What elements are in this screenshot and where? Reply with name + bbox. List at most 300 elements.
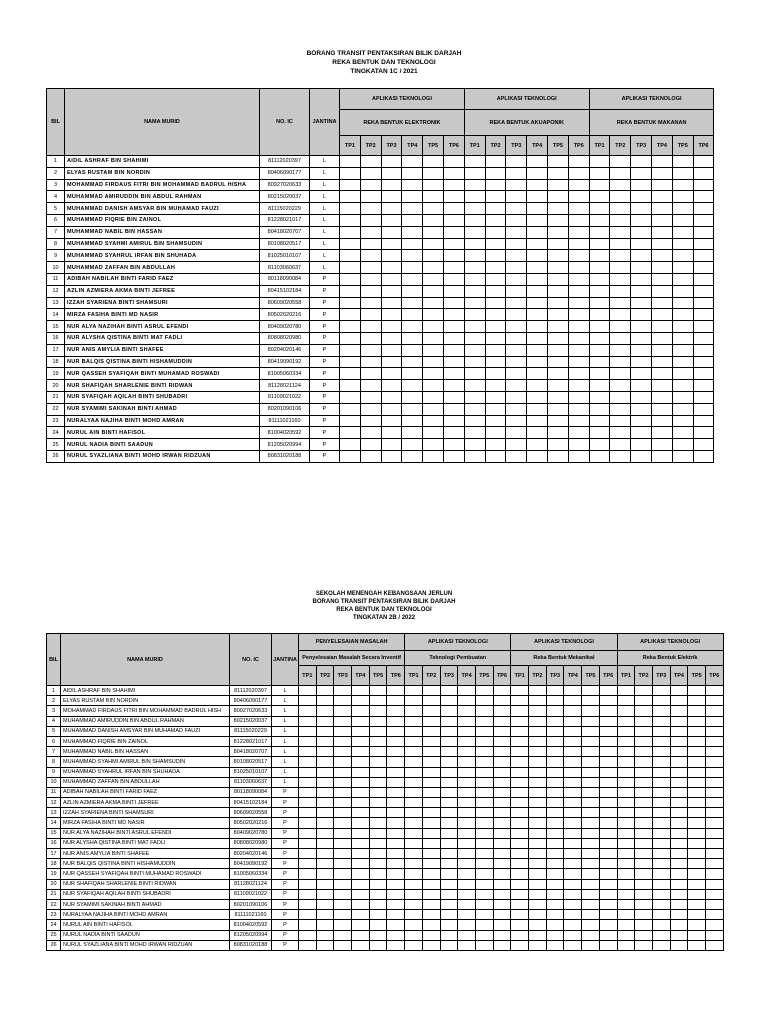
tp-input-cell[interactable] (672, 203, 693, 215)
tp-input-cell[interactable] (360, 203, 381, 215)
tp-input-cell[interactable] (464, 415, 485, 427)
tp-input-cell[interactable] (529, 777, 547, 787)
tp-input-cell[interactable] (402, 262, 423, 274)
tp-input-cell[interactable] (693, 214, 714, 226)
tp-input-cell[interactable] (688, 838, 706, 848)
tp-input-cell[interactable] (458, 767, 476, 777)
tp-input-cell[interactable] (352, 716, 370, 726)
tp-input-cell[interactable] (582, 899, 600, 909)
tp-input-cell[interactable] (458, 838, 476, 848)
tp-input-cell[interactable] (440, 798, 458, 808)
tp-input-cell[interactable] (440, 787, 458, 797)
tp-input-cell[interactable] (693, 238, 714, 250)
tp-input-cell[interactable] (652, 787, 670, 797)
tp-input-cell[interactable] (299, 798, 317, 808)
tp-input-cell[interactable] (316, 940, 334, 950)
tp-input-cell[interactable] (475, 706, 493, 716)
tp-input-cell[interactable] (440, 706, 458, 716)
tp-input-cell[interactable] (458, 747, 476, 757)
tp-input-cell[interactable] (423, 167, 444, 179)
tp-input-cell[interactable] (381, 156, 402, 168)
tp-input-cell[interactable] (423, 403, 444, 415)
tp-input-cell[interactable] (546, 747, 564, 757)
tp-input-cell[interactable] (440, 716, 458, 726)
tp-input-cell[interactable] (369, 736, 387, 746)
tp-input-cell[interactable] (369, 808, 387, 818)
tp-input-cell[interactable] (440, 940, 458, 950)
tp-input-cell[interactable] (548, 439, 569, 451)
tp-input-cell[interactable] (589, 439, 610, 451)
tp-input-cell[interactable] (688, 757, 706, 767)
tp-input-cell[interactable] (635, 879, 653, 889)
tp-input-cell[interactable] (652, 238, 673, 250)
tp-input-cell[interactable] (511, 777, 529, 787)
tp-input-cell[interactable] (652, 798, 670, 808)
tp-input-cell[interactable] (443, 450, 464, 462)
tp-input-cell[interactable] (599, 736, 617, 746)
tp-input-cell[interactable] (568, 439, 589, 451)
tp-input-cell[interactable] (670, 889, 688, 899)
tp-input-cell[interactable] (506, 262, 527, 274)
tp-input-cell[interactable] (316, 686, 334, 696)
tp-input-cell[interactable] (693, 450, 714, 462)
tp-input-cell[interactable] (369, 910, 387, 920)
tp-input-cell[interactable] (672, 297, 693, 309)
tp-input-cell[interactable] (299, 767, 317, 777)
tp-input-cell[interactable] (381, 309, 402, 321)
tp-input-cell[interactable] (670, 910, 688, 920)
tp-input-cell[interactable] (548, 391, 569, 403)
tp-input-cell[interactable] (617, 736, 635, 746)
tp-input-cell[interactable] (485, 439, 506, 451)
tp-input-cell[interactable] (506, 285, 527, 297)
tp-input-cell[interactable] (511, 838, 529, 848)
tp-input-cell[interactable] (405, 828, 423, 838)
tp-input-cell[interactable] (670, 859, 688, 869)
tp-input-cell[interactable] (705, 940, 723, 950)
tp-input-cell[interactable] (387, 757, 405, 767)
tp-input-cell[interactable] (475, 736, 493, 746)
tp-input-cell[interactable] (506, 226, 527, 238)
tp-input-cell[interactable] (402, 156, 423, 168)
tp-input-cell[interactable] (464, 285, 485, 297)
tp-input-cell[interactable] (422, 798, 440, 808)
tp-input-cell[interactable] (493, 910, 511, 920)
tp-input-cell[interactable] (635, 726, 653, 736)
tp-input-cell[interactable] (402, 297, 423, 309)
tp-input-cell[interactable] (511, 910, 529, 920)
tp-input-cell[interactable] (548, 380, 569, 392)
tp-input-cell[interactable] (688, 747, 706, 757)
tp-input-cell[interactable] (506, 439, 527, 451)
tp-input-cell[interactable] (610, 203, 631, 215)
tp-input-cell[interactable] (464, 214, 485, 226)
tp-input-cell[interactable] (405, 930, 423, 940)
tp-input-cell[interactable] (440, 920, 458, 930)
tp-input-cell[interactable] (688, 696, 706, 706)
tp-input-cell[interactable] (340, 427, 361, 439)
tp-input-cell[interactable] (546, 706, 564, 716)
tp-input-cell[interactable] (527, 214, 548, 226)
tp-input-cell[interactable] (527, 156, 548, 168)
tp-input-cell[interactable] (564, 889, 582, 899)
tp-input-cell[interactable] (506, 403, 527, 415)
tp-input-cell[interactable] (352, 920, 370, 930)
tp-input-cell[interactable] (299, 726, 317, 736)
tp-input-cell[interactable] (299, 940, 317, 950)
tp-input-cell[interactable] (458, 869, 476, 879)
tp-input-cell[interactable] (458, 920, 476, 930)
tp-input-cell[interactable] (635, 920, 653, 930)
tp-input-cell[interactable] (693, 179, 714, 191)
tp-input-cell[interactable] (631, 439, 652, 451)
tp-input-cell[interactable] (599, 940, 617, 950)
tp-input-cell[interactable] (631, 427, 652, 439)
tp-input-cell[interactable] (458, 696, 476, 706)
tp-input-cell[interactable] (443, 179, 464, 191)
tp-input-cell[interactable] (568, 380, 589, 392)
tp-input-cell[interactable] (670, 787, 688, 797)
tp-input-cell[interactable] (529, 808, 547, 818)
tp-input-cell[interactable] (458, 787, 476, 797)
tp-input-cell[interactable] (299, 706, 317, 716)
tp-input-cell[interactable] (652, 726, 670, 736)
tp-input-cell[interactable] (493, 818, 511, 828)
tp-input-cell[interactable] (635, 849, 653, 859)
tp-input-cell[interactable] (506, 309, 527, 321)
tp-input-cell[interactable] (506, 156, 527, 168)
tp-input-cell[interactable] (635, 767, 653, 777)
tp-input-cell[interactable] (423, 415, 444, 427)
tp-input-cell[interactable] (316, 818, 334, 828)
tp-input-cell[interactable] (582, 716, 600, 726)
tp-input-cell[interactable] (387, 849, 405, 859)
tp-input-cell[interactable] (475, 716, 493, 726)
tp-input-cell[interactable] (599, 726, 617, 736)
tp-input-cell[interactable] (589, 238, 610, 250)
tp-input-cell[interactable] (387, 930, 405, 940)
tp-input-cell[interactable] (548, 321, 569, 333)
tp-input-cell[interactable] (475, 859, 493, 869)
tp-input-cell[interactable] (360, 191, 381, 203)
tp-input-cell[interactable] (493, 726, 511, 736)
tp-input-cell[interactable] (610, 262, 631, 274)
tp-input-cell[interactable] (360, 250, 381, 262)
tp-input-cell[interactable] (527, 285, 548, 297)
tp-input-cell[interactable] (693, 226, 714, 238)
tp-input-cell[interactable] (360, 344, 381, 356)
tp-input-cell[interactable] (610, 297, 631, 309)
tp-input-cell[interactable] (610, 179, 631, 191)
tp-input-cell[interactable] (458, 879, 476, 889)
tp-input-cell[interactable] (340, 285, 361, 297)
tp-input-cell[interactable] (548, 356, 569, 368)
tp-input-cell[interactable] (527, 403, 548, 415)
tp-input-cell[interactable] (299, 828, 317, 838)
tp-input-cell[interactable] (352, 757, 370, 767)
tp-input-cell[interactable] (316, 879, 334, 889)
tp-input-cell[interactable] (422, 716, 440, 726)
tp-input-cell[interactable] (381, 415, 402, 427)
tp-input-cell[interactable] (631, 356, 652, 368)
tp-input-cell[interactable] (360, 273, 381, 285)
tp-input-cell[interactable] (299, 696, 317, 706)
tp-input-cell[interactable] (464, 179, 485, 191)
tp-input-cell[interactable] (440, 747, 458, 757)
tp-input-cell[interactable] (652, 156, 673, 168)
tp-input-cell[interactable] (705, 757, 723, 767)
tp-input-cell[interactable] (527, 380, 548, 392)
tp-input-cell[interactable] (548, 203, 569, 215)
tp-input-cell[interactable] (334, 920, 352, 930)
tp-input-cell[interactable] (405, 686, 423, 696)
tp-input-cell[interactable] (635, 777, 653, 787)
tp-input-cell[interactable] (568, 262, 589, 274)
tp-input-cell[interactable] (670, 736, 688, 746)
tp-input-cell[interactable] (475, 818, 493, 828)
tp-input-cell[interactable] (670, 747, 688, 757)
tp-input-cell[interactable] (422, 899, 440, 909)
tp-input-cell[interactable] (316, 838, 334, 848)
tp-input-cell[interactable] (511, 757, 529, 767)
tp-input-cell[interactable] (589, 179, 610, 191)
tp-input-cell[interactable] (672, 167, 693, 179)
tp-input-cell[interactable] (369, 818, 387, 828)
tp-input-cell[interactable] (299, 879, 317, 889)
tp-input-cell[interactable] (381, 203, 402, 215)
tp-input-cell[interactable] (464, 321, 485, 333)
tp-input-cell[interactable] (610, 191, 631, 203)
tp-input-cell[interactable] (564, 818, 582, 828)
tp-input-cell[interactable] (340, 356, 361, 368)
tp-input-cell[interactable] (402, 250, 423, 262)
tp-input-cell[interactable] (548, 427, 569, 439)
tp-input-cell[interactable] (617, 696, 635, 706)
tp-input-cell[interactable] (548, 450, 569, 462)
tp-input-cell[interactable] (582, 818, 600, 828)
tp-input-cell[interactable] (610, 403, 631, 415)
tp-input-cell[interactable] (631, 332, 652, 344)
tp-input-cell[interactable] (589, 273, 610, 285)
tp-input-cell[interactable] (464, 238, 485, 250)
tp-input-cell[interactable] (546, 726, 564, 736)
tp-input-cell[interactable] (705, 716, 723, 726)
tp-input-cell[interactable] (610, 226, 631, 238)
tp-input-cell[interactable] (316, 930, 334, 940)
tp-input-cell[interactable] (405, 787, 423, 797)
tp-input-cell[interactable] (546, 696, 564, 706)
tp-input-cell[interactable] (316, 726, 334, 736)
tp-input-cell[interactable] (423, 250, 444, 262)
tp-input-cell[interactable] (334, 757, 352, 767)
tp-input-cell[interactable] (568, 356, 589, 368)
tp-input-cell[interactable] (485, 156, 506, 168)
tp-input-cell[interactable] (405, 777, 423, 787)
tp-input-cell[interactable] (464, 403, 485, 415)
tp-input-cell[interactable] (423, 214, 444, 226)
tp-input-cell[interactable] (402, 450, 423, 462)
tp-input-cell[interactable] (299, 838, 317, 848)
tp-input-cell[interactable] (387, 767, 405, 777)
tp-input-cell[interactable] (635, 747, 653, 757)
tp-input-cell[interactable] (440, 849, 458, 859)
tp-input-cell[interactable] (493, 889, 511, 899)
tp-input-cell[interactable] (568, 450, 589, 462)
tp-input-cell[interactable] (458, 889, 476, 899)
tp-input-cell[interactable] (340, 250, 361, 262)
tp-input-cell[interactable] (506, 238, 527, 250)
tp-input-cell[interactable] (610, 273, 631, 285)
tp-input-cell[interactable] (340, 403, 361, 415)
tp-input-cell[interactable] (589, 262, 610, 274)
tp-input-cell[interactable] (369, 920, 387, 930)
tp-input-cell[interactable] (360, 368, 381, 380)
tp-input-cell[interactable] (352, 736, 370, 746)
tp-input-cell[interactable] (599, 899, 617, 909)
tp-input-cell[interactable] (635, 869, 653, 879)
tp-input-cell[interactable] (529, 706, 547, 716)
tp-input-cell[interactable] (340, 203, 361, 215)
tp-input-cell[interactable] (405, 798, 423, 808)
tp-input-cell[interactable] (635, 716, 653, 726)
tp-input-cell[interactable] (617, 920, 635, 930)
tp-input-cell[interactable] (548, 179, 569, 191)
tp-input-cell[interactable] (652, 736, 670, 746)
tp-input-cell[interactable] (672, 332, 693, 344)
tp-input-cell[interactable] (688, 767, 706, 777)
tp-input-cell[interactable] (688, 930, 706, 940)
tp-input-cell[interactable] (299, 920, 317, 930)
tp-input-cell[interactable] (529, 899, 547, 909)
tp-input-cell[interactable] (631, 403, 652, 415)
tp-input-cell[interactable] (631, 297, 652, 309)
tp-input-cell[interactable] (617, 767, 635, 777)
tp-input-cell[interactable] (387, 869, 405, 879)
tp-input-cell[interactable] (610, 450, 631, 462)
tp-input-cell[interactable] (617, 777, 635, 787)
tp-input-cell[interactable] (564, 808, 582, 818)
tp-input-cell[interactable] (506, 179, 527, 191)
tp-input-cell[interactable] (693, 391, 714, 403)
tp-input-cell[interactable] (340, 214, 361, 226)
tp-input-cell[interactable] (387, 910, 405, 920)
tp-input-cell[interactable] (475, 798, 493, 808)
tp-input-cell[interactable] (582, 838, 600, 848)
tp-input-cell[interactable] (635, 838, 653, 848)
tp-input-cell[interactable] (589, 356, 610, 368)
tp-input-cell[interactable] (316, 899, 334, 909)
tp-input-cell[interactable] (529, 910, 547, 920)
tp-input-cell[interactable] (670, 920, 688, 930)
tp-input-cell[interactable] (589, 156, 610, 168)
tp-input-cell[interactable] (610, 250, 631, 262)
tp-input-cell[interactable] (599, 696, 617, 706)
tp-input-cell[interactable] (631, 238, 652, 250)
tp-input-cell[interactable] (340, 262, 361, 274)
tp-input-cell[interactable] (475, 899, 493, 909)
tp-input-cell[interactable] (652, 332, 673, 344)
tp-input-cell[interactable] (568, 226, 589, 238)
tp-input-cell[interactable] (511, 747, 529, 757)
tp-input-cell[interactable] (705, 777, 723, 787)
tp-input-cell[interactable] (548, 403, 569, 415)
tp-input-cell[interactable] (670, 808, 688, 818)
tp-input-cell[interactable] (688, 726, 706, 736)
tp-input-cell[interactable] (334, 808, 352, 818)
tp-input-cell[interactable] (617, 747, 635, 757)
tp-input-cell[interactable] (705, 930, 723, 940)
tp-input-cell[interactable] (546, 869, 564, 879)
tp-input-cell[interactable] (610, 309, 631, 321)
tp-input-cell[interactable] (369, 940, 387, 950)
tp-input-cell[interactable] (352, 787, 370, 797)
tp-input-cell[interactable] (458, 757, 476, 767)
tp-input-cell[interactable] (493, 808, 511, 818)
tp-input-cell[interactable] (670, 716, 688, 726)
tp-input-cell[interactable] (635, 930, 653, 940)
tp-input-cell[interactable] (688, 910, 706, 920)
tp-input-cell[interactable] (546, 777, 564, 787)
tp-input-cell[interactable] (381, 285, 402, 297)
tp-input-cell[interactable] (672, 450, 693, 462)
tp-input-cell[interactable] (617, 787, 635, 797)
tp-input-cell[interactable] (485, 226, 506, 238)
tp-input-cell[interactable] (334, 696, 352, 706)
tp-input-cell[interactable] (360, 356, 381, 368)
tp-input-cell[interactable] (631, 450, 652, 462)
tp-input-cell[interactable] (443, 250, 464, 262)
tp-input-cell[interactable] (582, 736, 600, 746)
tp-input-cell[interactable] (693, 368, 714, 380)
tp-input-cell[interactable] (422, 757, 440, 767)
tp-input-cell[interactable] (617, 849, 635, 859)
tp-input-cell[interactable] (334, 910, 352, 920)
tp-input-cell[interactable] (458, 828, 476, 838)
tp-input-cell[interactable] (334, 767, 352, 777)
tp-input-cell[interactable] (548, 238, 569, 250)
tp-input-cell[interactable] (527, 427, 548, 439)
tp-input-cell[interactable] (422, 889, 440, 899)
tp-input-cell[interactable] (672, 226, 693, 238)
tp-input-cell[interactable] (402, 368, 423, 380)
tp-input-cell[interactable] (360, 238, 381, 250)
tp-input-cell[interactable] (506, 191, 527, 203)
tp-input-cell[interactable] (475, 940, 493, 950)
tp-input-cell[interactable] (652, 828, 670, 838)
tp-input-cell[interactable] (688, 940, 706, 950)
tp-input-cell[interactable] (493, 767, 511, 777)
tp-input-cell[interactable] (617, 879, 635, 889)
tp-input-cell[interactable] (631, 309, 652, 321)
tp-input-cell[interactable] (334, 930, 352, 940)
tp-input-cell[interactable] (443, 167, 464, 179)
tp-input-cell[interactable] (688, 828, 706, 838)
tp-input-cell[interactable] (422, 910, 440, 920)
tp-input-cell[interactable] (589, 380, 610, 392)
tp-input-cell[interactable] (546, 818, 564, 828)
tp-input-cell[interactable] (493, 920, 511, 930)
tp-input-cell[interactable] (387, 808, 405, 818)
tp-input-cell[interactable] (670, 767, 688, 777)
tp-input-cell[interactable] (672, 321, 693, 333)
tp-input-cell[interactable] (485, 214, 506, 226)
tp-input-cell[interactable] (360, 285, 381, 297)
tp-input-cell[interactable] (485, 285, 506, 297)
tp-input-cell[interactable] (402, 191, 423, 203)
tp-input-cell[interactable] (589, 403, 610, 415)
tp-input-cell[interactable] (672, 415, 693, 427)
tp-input-cell[interactable] (402, 403, 423, 415)
